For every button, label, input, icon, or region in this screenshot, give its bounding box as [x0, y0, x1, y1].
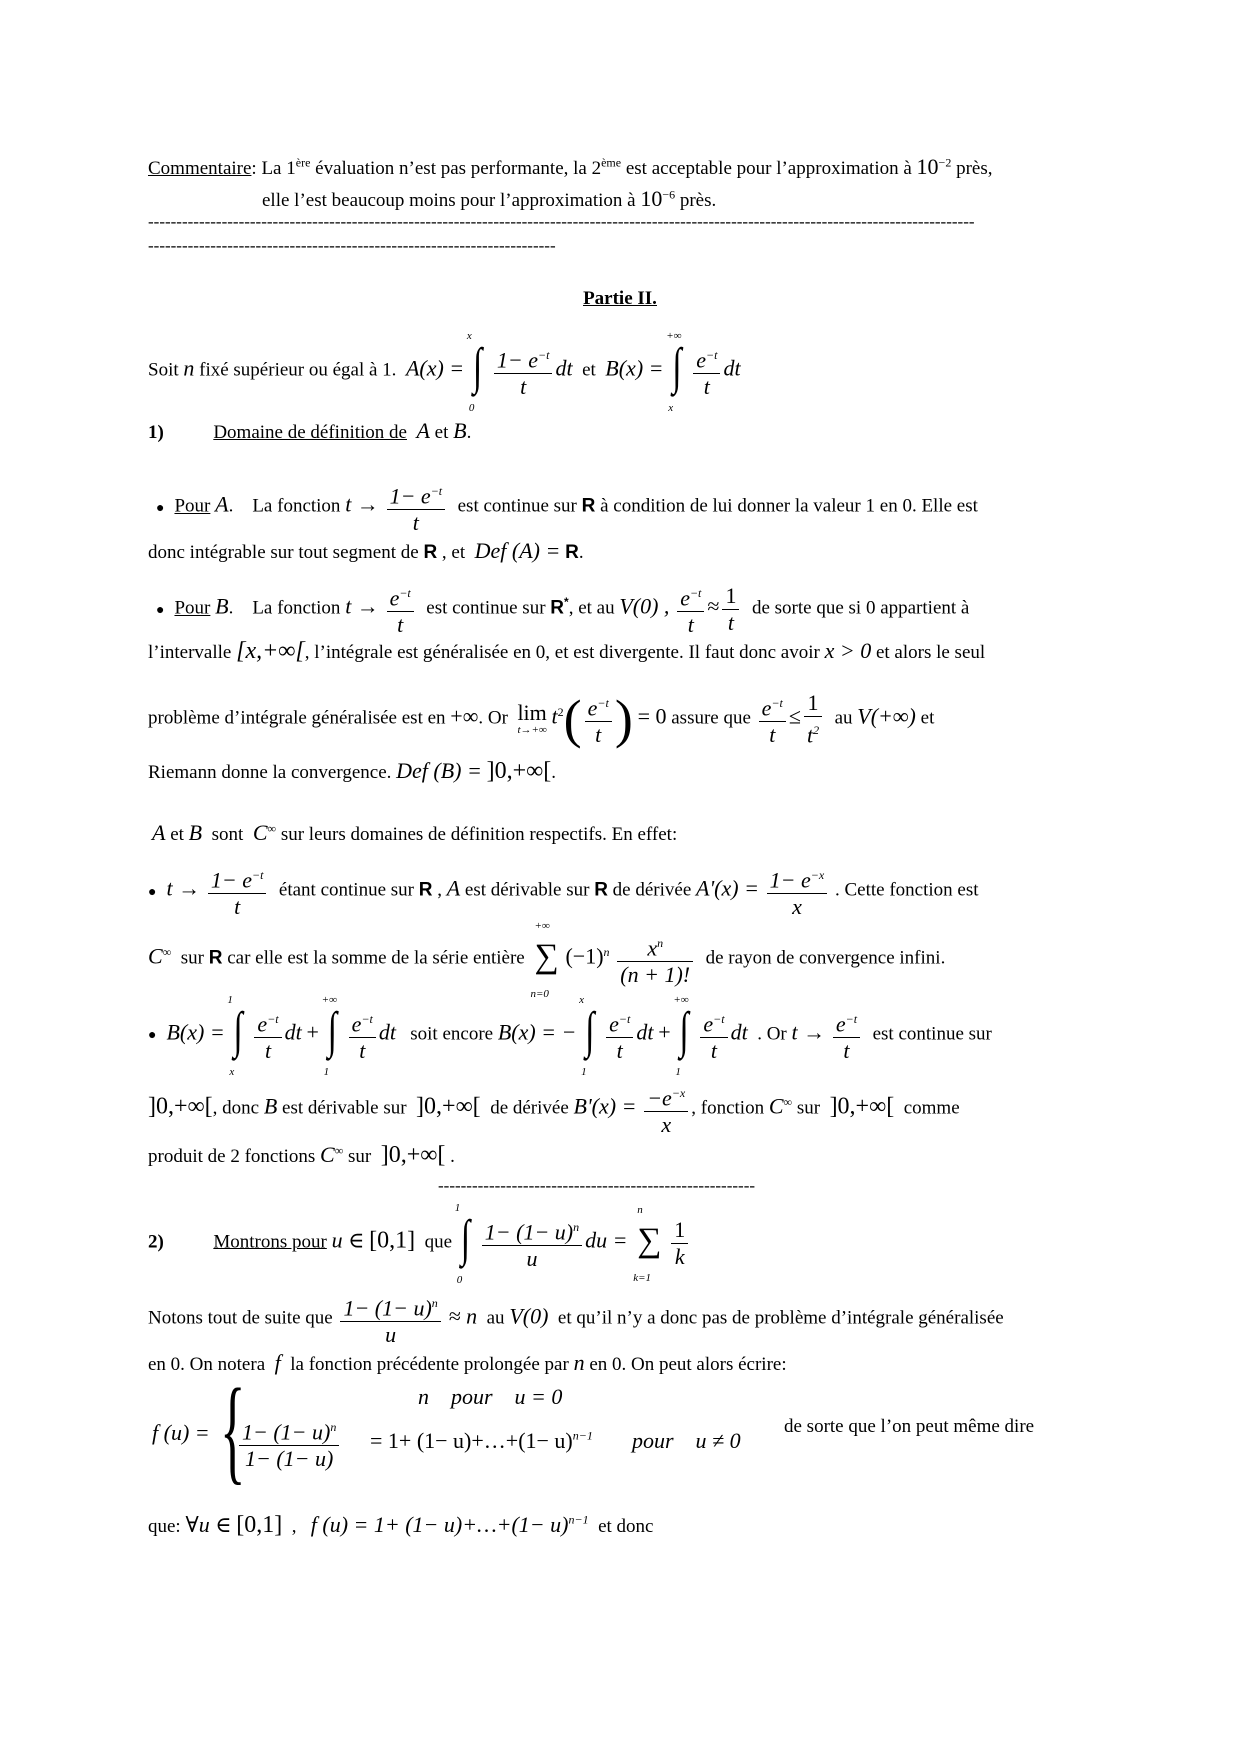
bullet-icon: ● [148, 1028, 157, 1044]
piecewise-definition: f (u) = { n pour u = 0 $\frac{1- (1- u)^n}{1- (1- u)}$ = 1+ (1− u)+…+(1− u)$^{n-1}$ pour u ≠ 0 de sorte que l’on peut même dire [152, 1364, 1035, 1495]
fraction: $\frac{e^{-t}}{t}$ [700, 1006, 727, 1064]
fraction: $\frac{1- e^{-t}}{t}$ [387, 478, 446, 536]
fraction: $\frac{1}{t}$ [722, 583, 739, 636]
fraction: $\frac{e^{-t}}{t}$ [693, 342, 720, 400]
question-2-heading: 2) Montrons pour u ∈ [0,1] que 1 ∫ 0 $\frac{1- (1- u)^n}{u}$ du = n ∑ k=1 $\frac{1}{k}$ [148, 1210, 691, 1276]
integral-sign: +∞ ∫ x [666, 330, 682, 414]
fraction: $\frac{e^{-t}}{t}$ [387, 580, 414, 638]
fraction: $\frac{1- (1- u)^n}{1- (1- u)}$ [239, 1414, 339, 1472]
cinf-line-4: ● B(x) = 1 ∫ x $\frac{e^{-t}}{t}$ dt + +∞ ∫ 1 $\frac{e^{-t}}{t}$ dt soit encore B(x) = − x ∫ 1 $\frac{e^{-t}}{t}$ dt + +∞ ∫ 1 $\frac{e^{-t}}{t}$ dt . Or t → $\frac{e^{-t}}{t}$ est continue sur [148, 994, 992, 1078]
pour-b-line-4: Riemann donne la convergence. Def (B) = ]0,+∞[. [148, 758, 556, 784]
cinf-line-5: ]0,+∞[, donc B est dérivable sur ]0,+∞[ de dérivée B'(x) = $\frac{-e^{-x}}{x}$ , fonction C∞ sur ]0,+∞[ comme [148, 1080, 960, 1138]
separator: -------------------------------------------------------------------------------------------------------------------------------------------------- [148, 212, 975, 231]
pour-a-line-2: donc intégrable sur tout segment de R , et Def (A) = R. [148, 538, 584, 563]
bullet-icon: ● [148, 884, 157, 900]
fraction: $\frac{1- e^{-x}}{x}$ [767, 862, 828, 920]
fraction: $\frac{e^{-t}}{t}$ [833, 1006, 860, 1064]
integral-sign: x ∫ 1 [579, 994, 595, 1078]
fraction: $\frac{e^{-t}}{t}$ [759, 690, 786, 748]
integral-sign: x ∫ 0 [466, 330, 483, 414]
fraction: $\frac{e^{-t}}{t}$ [606, 1006, 633, 1064]
fraction: $\frac{e^{-t}}{t}$ [349, 1006, 376, 1064]
cinf-line-1: A et B sont C∞ sur leurs domaines de définition respectifs. En effet: [152, 820, 678, 845]
fraction: $\frac{1}{k}$ [671, 1217, 688, 1270]
intro-line: Soit n fixé supérieur ou égal à 1. A(x) = x ∫ 0 $\frac{1- e^{-t}}{t}$ dt et B(x) = +∞ ∫ x $\frac{e^{-t}}{t}$ dt [148, 330, 741, 414]
brace: { [220, 1364, 246, 1495]
part-title: Partie II. [583, 288, 657, 309]
question-1-heading: 1) Domaine de définition de A et B. [148, 418, 472, 443]
cinf-line-3: C∞ sur R car elle est la somme de la série entière +∞ ∑ n=0 $(-1)^n$ $\frac{x^n}{(n + 1)!}$ de rayon de convergence infini. [148, 920, 946, 1000]
fraction: $\frac{1- e^{-t}}{t}$ [494, 342, 553, 400]
sum-sign: n ∑ k=1 [633, 1204, 662, 1284]
bullet-icon: ● [156, 602, 165, 618]
comment-label: Commentaire [148, 158, 252, 179]
integral-sign: +∞ ∫ 1 [321, 994, 337, 1078]
fraction: $\frac{1- e^{-t}}{t}$ [208, 862, 267, 920]
notons-line-1: Notons tout de suite que $\frac{1- (1- u)^n}{u}$ ≈ n au V(0) et qu’il n’y a donc pas de problème d’intégrale généralisée [148, 1290, 1004, 1348]
pour-a-line-1: ● Pour A. La fonction t → $\frac{1- e^{-t}}{t}$ est continue sur R à condition de lui donner la valeur 1 en 0. Elle est [156, 478, 978, 536]
pour-b-line-2: l’intervalle [x,+∞[, l’intégrale est généralisée en 0, et est divergente. Il faut donc avoir x > 0 et alors le seul [148, 638, 986, 664]
fraction: $\frac{1- (1- u)^n}{u}$ [340, 1290, 440, 1348]
fraction: $\frac{-e^{-x}}{x}$ [644, 1080, 688, 1138]
fraction: $\frac{1}{t^2}$ [804, 690, 822, 748]
integral-sign: 1 ∫ x [227, 994, 243, 1078]
notons-line-2: en 0. On notera f la fonction précédente prolongée par n en 0. On peut alors écrire: [148, 1350, 787, 1375]
fraction: $\frac{e^{-t}}{t}$ [254, 1006, 281, 1064]
comment-line-2: elle l’est beaucoup moins pour l’approximation à $10^{-6}$ près. [262, 186, 717, 211]
cinf-line-6: produit de 2 fonctions C∞ sur ]0,+∞[ . [148, 1142, 455, 1168]
integral-sign: +∞ ∫ 1 [673, 994, 689, 1078]
pour-b-line-1: ● Pour B. La fonction t → $\frac{e^{-t}}{t}$ est continue sur R*, et au V(0) , $\frac{e^{-t}}{t}$ ≈ $\frac{1}{t}$ de sorte que si 0 appartient à [156, 580, 969, 638]
bullet-icon: ● [156, 500, 165, 516]
final-line: que: ∀u ∈ [0,1] , f (u) = 1+ (1− u)+…+(1− u)$^{n-1}$ et donc [148, 1512, 654, 1538]
fraction: $\frac{x^n}{(n + 1)!}$ [617, 930, 693, 988]
separator: ------------------------------------------------------------------------ [148, 236, 556, 255]
fraction: $\frac{e^{-t}}{t}$ [585, 690, 612, 748]
fraction: $\frac{e^{-t}}{t}$ [677, 580, 704, 638]
integral-sign: 1 ∫ 0 [454, 1202, 471, 1286]
pour-b-line-3: problème d’intégrale généralisée est en +∞. Or lim t→+∞ $t^2$( $\frac{e^{-t}}{t}$ ) = 0 assure que $\frac{e^{-t}}{t}$ ≤ $\frac{1}{t^2}$ au V(+∞) et [148, 689, 935, 749]
comment-line-1: Commentaire: La 1ère évaluation n’est pas performante, la 2ème est acceptable pour l’approximation à $10^{-2}$ près, [148, 154, 993, 179]
sum-sign: +∞ ∑ n=0 [530, 920, 559, 1000]
cinf-line-2: ● t → $\frac{1- e^{-t}}{t}$ étant continue sur R , A est dérivable sur R de dérivée A'(x) = $\frac{1- e^{-x}}{x}$ . Cette fonction est [148, 862, 979, 920]
fraction: $\frac{1- (1- u)^n}{u}$ [482, 1214, 582, 1272]
separator: -------------------------------------------------------- [438, 1176, 756, 1195]
